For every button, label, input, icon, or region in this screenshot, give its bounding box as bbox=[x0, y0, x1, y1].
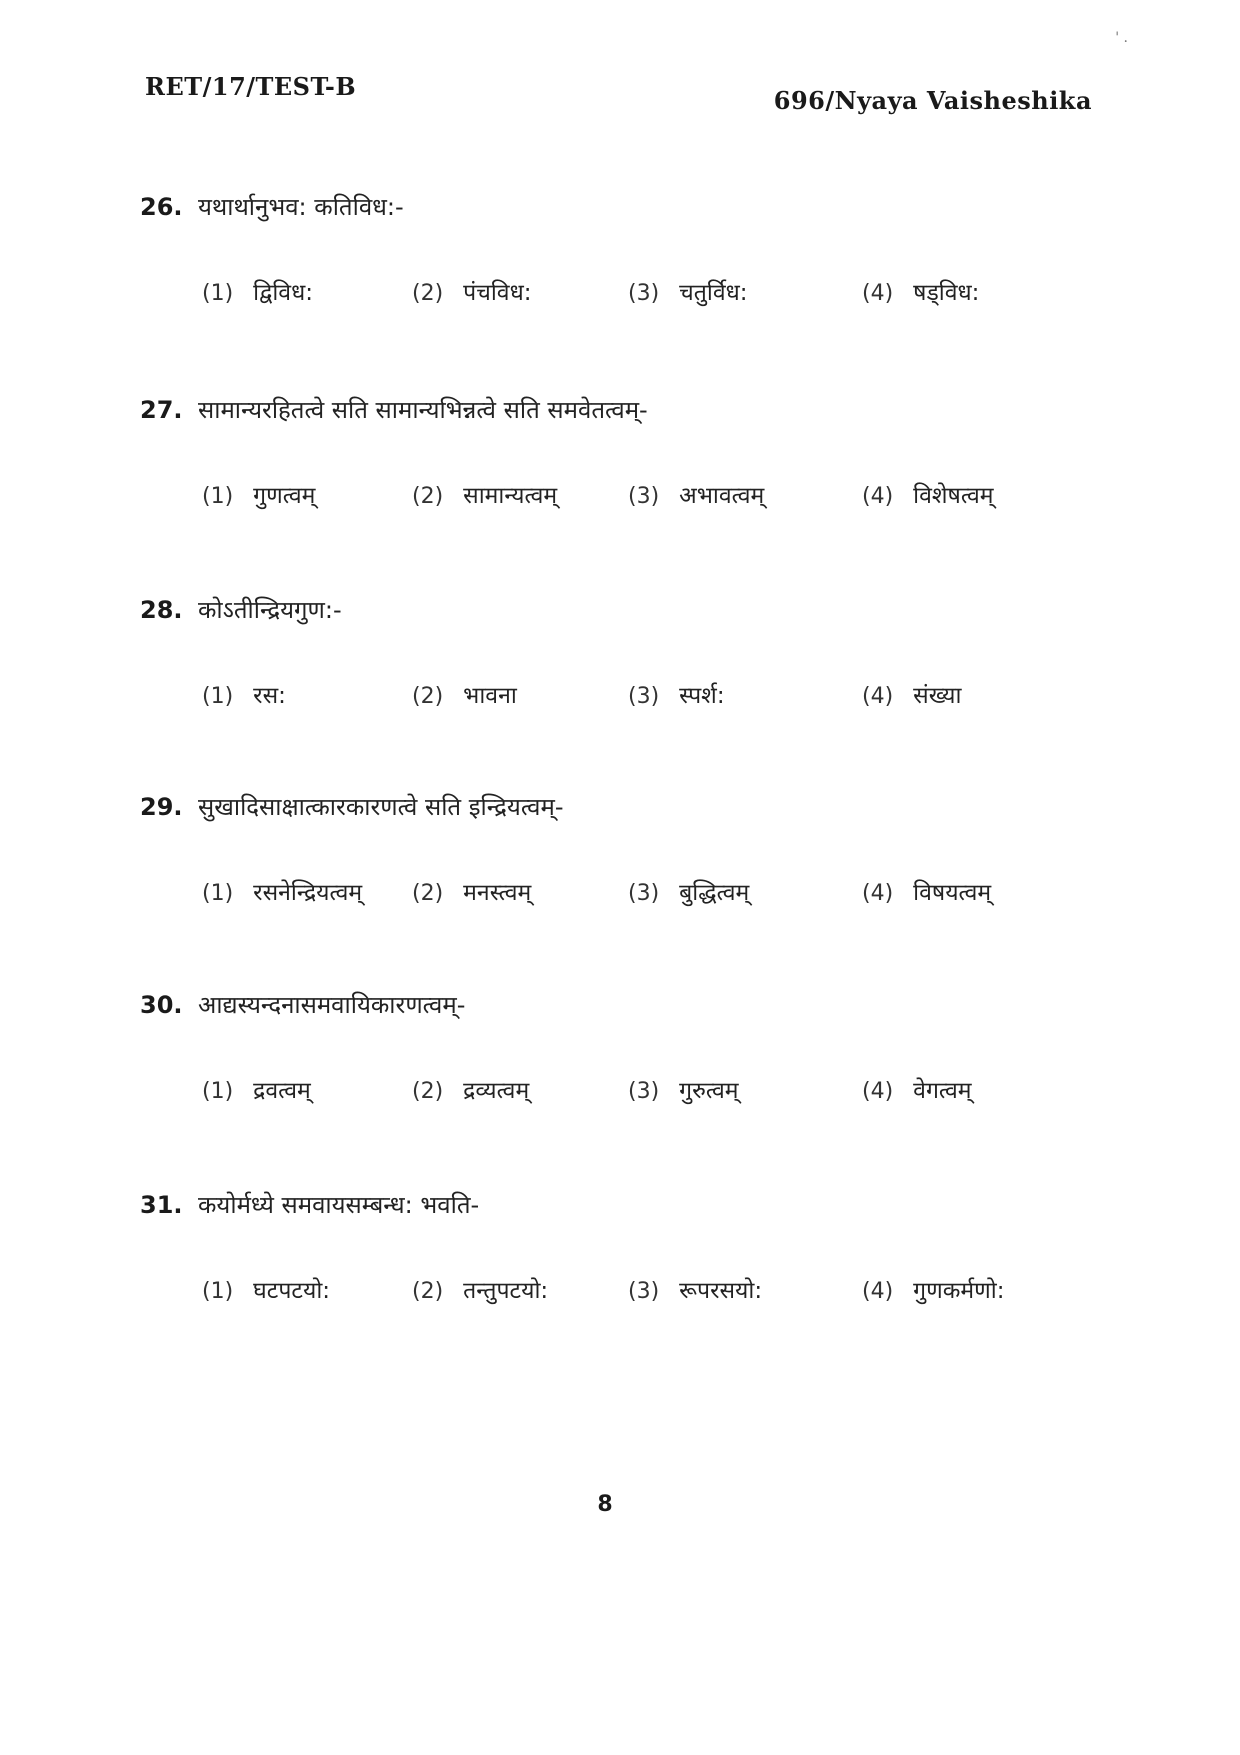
question-text: आद्यस्यन्दनासमवायिकारणत्वम्- bbox=[198, 991, 466, 1019]
option-1 bbox=[202, 1273, 330, 1305]
option-1 bbox=[202, 1073, 311, 1105]
option-number: (1) bbox=[202, 1079, 234, 1104]
option-3 bbox=[628, 1273, 762, 1305]
option-number: (1) bbox=[202, 1279, 234, 1304]
question-number: 27. bbox=[140, 396, 183, 424]
option-number: (2) bbox=[412, 484, 444, 509]
question-number: 30. bbox=[140, 991, 183, 1019]
option-text: घटपटयो: bbox=[253, 1278, 331, 1304]
option-text: रसनेन्द्रियत्वम् bbox=[253, 880, 363, 906]
scan-mark: ' . bbox=[1115, 30, 1128, 46]
option-number: (2) bbox=[412, 881, 444, 906]
page-number: 8 bbox=[597, 1492, 613, 1517]
option-text: स्पर्श: bbox=[679, 683, 725, 709]
option-number: (4) bbox=[862, 1079, 894, 1104]
question-29 bbox=[140, 790, 1100, 915]
question-30 bbox=[140, 988, 1100, 1113]
option-number: (1) bbox=[202, 881, 234, 906]
question-number: 31. bbox=[140, 1191, 183, 1219]
option-number: (2) bbox=[412, 684, 444, 709]
option-text: विषयत्वम् bbox=[913, 880, 992, 906]
option-number: (1) bbox=[202, 484, 234, 509]
option-number: (3) bbox=[628, 881, 660, 906]
option-4 bbox=[862, 1273, 1005, 1305]
option-text: तन्तुपटयो: bbox=[463, 1278, 549, 1304]
options-list bbox=[202, 275, 1100, 315]
option-text: बुद्धित्वम् bbox=[679, 880, 750, 906]
subject-title: 696/Nyaya Vaisheshika bbox=[773, 86, 1092, 115]
option-text: गुरुत्वम् bbox=[679, 1078, 739, 1104]
option-3 bbox=[628, 678, 725, 710]
option-number: (2) bbox=[412, 1079, 444, 1104]
option-3 bbox=[628, 1073, 739, 1105]
option-text: भावना bbox=[463, 683, 517, 709]
option-number: (1) bbox=[202, 281, 234, 306]
option-4 bbox=[862, 478, 994, 510]
option-number: (4) bbox=[862, 281, 894, 306]
question-number: 28. bbox=[140, 596, 183, 624]
option-number: (2) bbox=[412, 281, 444, 306]
option-text: द्विविध: bbox=[253, 280, 313, 306]
option-1 bbox=[202, 875, 362, 907]
options-list bbox=[202, 1073, 1100, 1113]
option-number: (3) bbox=[628, 281, 660, 306]
option-number: (2) bbox=[412, 1279, 444, 1304]
option-text: गुणकर्मणो: bbox=[913, 1278, 1005, 1304]
option-4 bbox=[862, 875, 991, 907]
option-2 bbox=[412, 678, 517, 710]
question-26 bbox=[140, 190, 1100, 315]
question-31 bbox=[140, 1188, 1100, 1313]
option-text: रूपरसयो: bbox=[679, 1278, 763, 1304]
options-list bbox=[202, 678, 1100, 718]
option-4 bbox=[862, 678, 961, 710]
options-list bbox=[202, 478, 1100, 518]
option-text: द्रवत्वम् bbox=[253, 1078, 311, 1104]
option-number: (3) bbox=[628, 484, 660, 509]
option-text: षड्विध: bbox=[913, 280, 980, 306]
options-list bbox=[202, 1273, 1100, 1313]
options-list bbox=[202, 875, 1100, 915]
question-number: 29. bbox=[140, 793, 183, 821]
option-text: द्रव्यत्वम् bbox=[463, 1078, 530, 1104]
option-text: पंचविध: bbox=[463, 280, 532, 306]
option-text: अभावत्वम् bbox=[679, 483, 765, 509]
option-number: (4) bbox=[862, 881, 894, 906]
option-text: संख्या bbox=[913, 683, 962, 709]
option-2 bbox=[412, 875, 531, 907]
option-text: विशेषत्वम् bbox=[913, 483, 994, 509]
option-number: (4) bbox=[862, 484, 894, 509]
question-number: 26. bbox=[140, 193, 183, 221]
option-number: (3) bbox=[628, 1279, 660, 1304]
option-text: चतुर्विध: bbox=[679, 280, 748, 306]
question-text: यथार्थानुभव: कतिविध:- bbox=[198, 193, 404, 221]
option-4 bbox=[862, 1073, 972, 1105]
option-number: (1) bbox=[202, 684, 234, 709]
option-4 bbox=[862, 275, 979, 307]
option-2 bbox=[412, 478, 557, 510]
option-text: मनस्त्वम् bbox=[463, 880, 532, 906]
option-text: रस: bbox=[253, 683, 286, 709]
question-text: सुखादिसाक्षात्कारकारणत्वे सति इन्द्रियत्वम्- bbox=[198, 793, 564, 821]
option-3 bbox=[628, 875, 749, 907]
option-3 bbox=[628, 275, 748, 307]
option-number: (4) bbox=[862, 684, 894, 709]
option-text: गुणत्वम् bbox=[253, 483, 316, 509]
option-text: वेगत्वम् bbox=[913, 1078, 972, 1104]
option-number: (4) bbox=[862, 1279, 894, 1304]
question-27 bbox=[140, 393, 1100, 518]
test-code: RET/17/TEST-B bbox=[145, 72, 357, 101]
option-number: (3) bbox=[628, 1079, 660, 1104]
question-28 bbox=[140, 593, 1100, 718]
question-text: कयोर्मध्ये समवायसम्बन्ध: भवति- bbox=[198, 1191, 480, 1219]
option-2 bbox=[412, 1273, 548, 1305]
question-text: सामान्यरहितत्वे सति सामान्यभिन्नत्वे सति समवेतत्वम्- bbox=[198, 396, 648, 424]
option-number: (3) bbox=[628, 684, 660, 709]
option-1 bbox=[202, 678, 286, 710]
option-text: सामान्यत्वम् bbox=[463, 483, 558, 509]
option-2 bbox=[412, 275, 531, 307]
option-1 bbox=[202, 478, 315, 510]
option-3 bbox=[628, 478, 764, 510]
question-text: कोऽतीन्द्रियगुण:- bbox=[198, 596, 342, 624]
option-2 bbox=[412, 1073, 529, 1105]
option-1 bbox=[202, 275, 313, 307]
